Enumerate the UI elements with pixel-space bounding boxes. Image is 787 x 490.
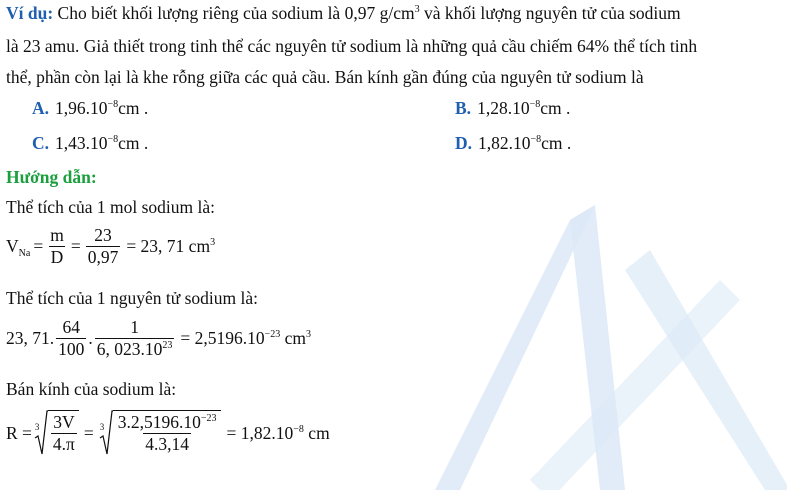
fraction-avogadro: $\frac{1}{6, 023.10^{23}}$ xyxy=(96,317,173,359)
question-line-2: là 23 amu. Giả thiết trong tinh thể các nguyên tử sodium là những quả cầu chiếm 64% thể tích tinh xyxy=(6,36,698,56)
equals-sign: = xyxy=(83,422,94,443)
step2-formula xyxy=(6,318,311,359)
cube-root-2: 3 $\frac{3.2,5196.10^{-23}}{4.3,14}$ xyxy=(99,410,221,456)
watermark-logo xyxy=(420,150,787,490)
volume-symbol: $V_{Na}$ xyxy=(6,236,31,259)
equals-sign: = xyxy=(33,236,44,256)
option-d-exp: −8 xyxy=(530,134,542,145)
option-a-unit: cm . xyxy=(118,98,149,118)
step2-text: Thể tích của 1 nguyên tử sodium là: xyxy=(6,288,258,308)
root-index: 3 xyxy=(99,422,105,432)
option-b[interactable] xyxy=(455,97,570,119)
option-c-value: 1,43.10 xyxy=(55,133,108,153)
question-line-1 xyxy=(6,2,681,24)
option-c[interactable] xyxy=(32,132,148,154)
multiply-dot: . xyxy=(88,328,93,348)
fraction-m-over-d: $\frac{m}{D}$ xyxy=(50,225,64,267)
question-text-1-end: và khối lượng nguyên tử của sodium xyxy=(419,3,681,23)
step1-text: Thể tích của 1 mol sodium là: xyxy=(6,197,215,217)
step1-result: = 23, 71 $cm^3$ xyxy=(126,236,216,256)
guide-heading: Hướng dẫn: xyxy=(6,167,97,187)
step3-formula xyxy=(6,410,330,456)
step1-formula xyxy=(6,226,215,267)
radical-sign-icon xyxy=(99,410,113,456)
option-a-value: 1,96.10 xyxy=(55,98,108,118)
option-d[interactable] xyxy=(455,132,571,154)
option-d-unit: cm . xyxy=(541,133,572,153)
option-a[interactable] xyxy=(32,97,148,119)
step2-result: = $2,5196.10^{-23}$ $cm^3$ xyxy=(180,328,312,348)
question-line-3: thể, phần còn lại là khe rỗng giữa các quả cầu. Bán kính gần đúng của nguyên tử sodium là xyxy=(6,67,644,87)
root-index: 3 xyxy=(34,422,40,432)
option-c-label: C. xyxy=(32,133,50,153)
fraction-percent: $\frac{64}{100}$ xyxy=(58,317,85,359)
unit-exponent: 3 xyxy=(414,4,420,15)
step2-lead: 23, 71. xyxy=(6,328,55,348)
question-label: Ví dụ: xyxy=(6,3,54,23)
option-c-unit: cm . xyxy=(118,133,149,153)
radius-lead: R = xyxy=(6,422,32,443)
step3-text: Bán kính của sodium là: xyxy=(6,379,177,399)
step3-result: = $1,82.10^{-8}$ cm xyxy=(226,422,330,443)
question-text-1: Cho biết khối lượng riêng của sodium là 0,97 g/cm xyxy=(53,3,415,23)
option-b-label: B. xyxy=(455,98,472,118)
fraction-values: $\frac{23}{0,97}$ xyxy=(87,225,119,267)
cube-root-1: 3 $\frac{3V}{4.\pi}$ xyxy=(34,410,79,456)
option-b-unit: cm . xyxy=(540,98,571,118)
radical-sign-icon xyxy=(34,410,48,456)
option-b-value: 1,28.10 xyxy=(477,98,530,118)
option-d-label: D. xyxy=(455,133,473,153)
option-d-value: 1,82.10 xyxy=(478,133,531,153)
option-b-exp: −8 xyxy=(529,99,541,110)
equals-sign: = xyxy=(70,236,81,256)
option-a-exp: −8 xyxy=(107,99,119,110)
option-c-exp: −8 xyxy=(107,134,119,145)
option-a-label: A. xyxy=(32,98,50,118)
